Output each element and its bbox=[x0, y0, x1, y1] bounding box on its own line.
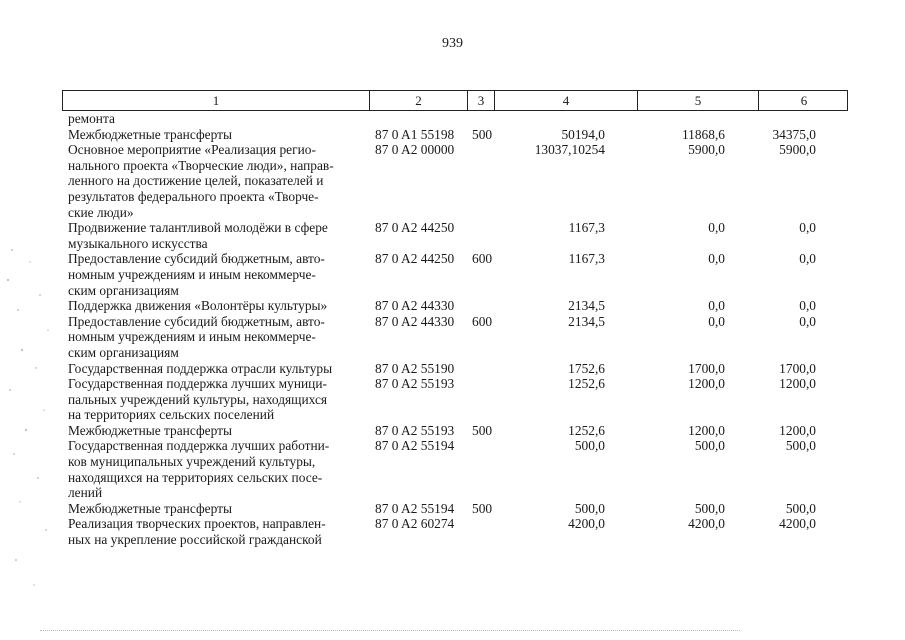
row-name-cell bbox=[62, 142, 369, 220]
row-vr-cell: 600 bbox=[472, 313, 493, 329]
row-name-line: ским организациям bbox=[68, 344, 179, 360]
row-name-line: лений bbox=[68, 485, 103, 501]
row-name-cell bbox=[62, 516, 369, 547]
row-code-cell: 87 0 A2 44330 bbox=[375, 298, 455, 314]
row-name-line: Предоставление субсидий бюджетным, авто- bbox=[68, 313, 325, 329]
row-code-cell: 87 0 A2 55193 bbox=[375, 376, 455, 392]
row-value-col4 bbox=[494, 111, 637, 127]
row-value-col5: 4200,0 bbox=[688, 516, 725, 532]
table-row bbox=[62, 142, 848, 220]
row-name-cell bbox=[62, 298, 369, 314]
row-code-cell: 87 0 A2 55190 bbox=[375, 360, 455, 376]
row-name-line: Межбюджетные трансферты bbox=[68, 126, 232, 142]
row-vr-cell bbox=[467, 142, 494, 220]
page-number: 939 bbox=[442, 36, 463, 51]
row-code-cell: 87 0 A2 44250 bbox=[375, 220, 455, 236]
row-value-col4: 50194,0 bbox=[561, 126, 605, 142]
row-name-line: ским организациям bbox=[68, 282, 179, 298]
row-name-line: ных на укрепление российской гражданской bbox=[68, 532, 322, 548]
row-value-col5: 0,0 bbox=[708, 298, 725, 314]
row-value-col4: 1752,6 bbox=[568, 360, 605, 376]
table-row bbox=[62, 376, 848, 423]
table-row bbox=[62, 438, 848, 500]
row-name-line: ленного на достижение целей, показателей и bbox=[68, 173, 324, 189]
row-value-col5 bbox=[637, 111, 758, 127]
header-cell-6: 6 bbox=[800, 93, 808, 108]
row-name-line: Межбюджетные трансферты bbox=[68, 422, 232, 438]
row-name-line: Государственная поддержка лучших работни- bbox=[68, 438, 330, 454]
row-value-col4: 2134,5 bbox=[568, 298, 605, 314]
budget-table bbox=[62, 90, 848, 548]
row-vr-cell: 500 bbox=[472, 126, 493, 142]
header-cell-3: 3 bbox=[468, 91, 495, 110]
row-vr-cell bbox=[467, 361, 494, 377]
row-code-cell: 87 0 A2 60274 bbox=[375, 516, 455, 532]
row-code-cell: 87 0 A2 44330 bbox=[375, 313, 455, 329]
row-value-col5: 0,0 bbox=[708, 313, 725, 329]
row-vr-cell bbox=[467, 298, 494, 314]
row-name-cell bbox=[62, 314, 369, 361]
table-body bbox=[62, 111, 848, 548]
row-name-line: Предоставление субсидий бюджетным, авто- bbox=[68, 251, 325, 267]
table-row bbox=[62, 220, 848, 251]
row-name-line: на территориях сельских поселений bbox=[68, 407, 275, 423]
row-code-cell: 87 0 A2 44250 bbox=[375, 251, 455, 267]
row-name-cell bbox=[62, 111, 369, 127]
row-vr-cell bbox=[467, 516, 494, 547]
row-code-cell: 87 0 A2 00000 bbox=[375, 142, 455, 158]
row-value-col6: 1200,0 bbox=[779, 376, 816, 392]
row-code-cell: 87 0 A2 55193 bbox=[375, 422, 455, 438]
row-value-col6: 0,0 bbox=[799, 220, 816, 236]
row-value-col6 bbox=[758, 111, 848, 127]
row-value-col6: 500,0 bbox=[785, 438, 816, 454]
row-name-cell bbox=[62, 423, 369, 439]
row-name-line: Поддержка движения «Волонтёры культуры» bbox=[68, 298, 328, 314]
row-vr-cell: 600 bbox=[472, 251, 493, 267]
row-value-col4: 1252,6 bbox=[568, 376, 605, 392]
row-vr-cell bbox=[467, 438, 494, 500]
row-name-line: пальных учреждений культуры, находящихся bbox=[68, 391, 328, 407]
table-row bbox=[62, 501, 848, 517]
row-value-col4: 500,0 bbox=[574, 438, 605, 454]
row-code-cell: 87 0 A2 55194 bbox=[375, 500, 455, 516]
row-name-cell bbox=[62, 251, 369, 298]
row-name-line: находящихся на территориях сельских посе- bbox=[68, 469, 323, 485]
row-value-col4: 1252,6 bbox=[568, 422, 605, 438]
row-value-col4: 2134,5 bbox=[568, 313, 605, 329]
table-row bbox=[62, 361, 848, 377]
header-cell-4: 4 bbox=[495, 91, 638, 110]
row-value-col5: 5900,0 bbox=[688, 142, 725, 158]
row-name-line: Продвижение талантливой молодёжи в сфере bbox=[68, 220, 328, 236]
table-row bbox=[62, 111, 848, 127]
row-value-col6: 5900,0 bbox=[779, 142, 816, 158]
row-name-line: Основное мероприятие «Реализация регио- bbox=[68, 142, 316, 158]
row-value-col6: 34375,0 bbox=[772, 126, 816, 142]
row-name-cell bbox=[62, 127, 369, 143]
row-name-cell bbox=[62, 438, 369, 500]
row-name-line: номным учреждениям и иным некоммерче- bbox=[68, 329, 316, 345]
row-value-col5: 0,0 bbox=[708, 220, 725, 236]
row-name-line: ков муниципальных учреждений культуры, bbox=[68, 454, 316, 470]
header-cell-1: 1 bbox=[63, 91, 370, 110]
row-value-col4: 500,0 bbox=[574, 500, 605, 516]
row-code-cell: 87 0 A2 55194 bbox=[375, 438, 455, 454]
row-value-col5: 1200,0 bbox=[688, 376, 725, 392]
table-row bbox=[62, 251, 848, 298]
table-row bbox=[62, 314, 848, 361]
header-cell-5: 5 bbox=[638, 91, 759, 110]
row-value-col6: 0,0 bbox=[799, 313, 816, 329]
scan-edge-mark bbox=[40, 630, 740, 633]
row-name-cell bbox=[62, 361, 369, 377]
row-value-col4: 13037,10254 bbox=[534, 142, 605, 158]
table-row bbox=[62, 298, 848, 314]
row-value-col6: 0,0 bbox=[799, 298, 816, 314]
row-name-cell bbox=[62, 501, 369, 517]
row-name-line: ские люди» bbox=[68, 204, 134, 220]
row-name-line: нального проекта «Творческие люди», направ- bbox=[68, 157, 334, 173]
row-code-cell bbox=[369, 111, 467, 127]
row-name-cell bbox=[62, 376, 369, 423]
row-vr-cell: 500 bbox=[472, 422, 493, 438]
row-vr-cell bbox=[467, 220, 494, 251]
row-name-line: номным учреждениям и иным некоммерче- bbox=[68, 266, 316, 282]
row-value-col6: 1200,0 bbox=[779, 422, 816, 438]
row-value-col6: 4200,0 bbox=[779, 516, 816, 532]
row-value-col4: 1167,3 bbox=[568, 220, 605, 236]
row-value-col6: 500,0 bbox=[785, 500, 816, 516]
row-value-col6: 0,0 bbox=[799, 251, 816, 267]
row-name-line: музыкального искусства bbox=[68, 235, 208, 251]
row-vr-cell bbox=[467, 376, 494, 423]
row-vr-cell: 500 bbox=[472, 500, 493, 516]
row-value-col5: 500,0 bbox=[694, 438, 725, 454]
scan-noise-decoration bbox=[0, 240, 60, 600]
row-value-col5: 500,0 bbox=[694, 500, 725, 516]
row-value-col4: 4200,0 bbox=[568, 516, 605, 532]
row-name-line: Реализация творческих проектов, направлен- bbox=[68, 516, 326, 532]
row-value-col5: 1700,0 bbox=[688, 360, 725, 376]
row-value-col5: 11868,6 bbox=[681, 126, 725, 142]
row-vr-cell bbox=[467, 111, 494, 127]
row-value-col6: 1700,0 bbox=[779, 360, 816, 376]
row-name-cell bbox=[62, 220, 369, 251]
row-code-cell: 87 0 A1 55198 bbox=[375, 126, 455, 142]
row-name-line: Межбюджетные трансферты bbox=[68, 500, 232, 516]
row-value-col4: 1167,3 bbox=[568, 251, 605, 267]
row-value-col5: 0,0 bbox=[708, 251, 725, 267]
row-name-line: Государственная поддержка отрасли культуры bbox=[68, 360, 333, 376]
table-header bbox=[62, 90, 848, 111]
row-name-line: ремонта bbox=[68, 111, 115, 126]
table-row bbox=[62, 516, 848, 547]
table-row bbox=[62, 127, 848, 143]
row-name-line: результатов федерального проекта «Творче- bbox=[68, 188, 319, 204]
table-row bbox=[62, 423, 848, 439]
header-cell-2: 2 bbox=[370, 91, 468, 110]
row-value-col5: 1200,0 bbox=[688, 422, 725, 438]
row-name-line: Государственная поддержка лучших муници- bbox=[68, 376, 327, 392]
